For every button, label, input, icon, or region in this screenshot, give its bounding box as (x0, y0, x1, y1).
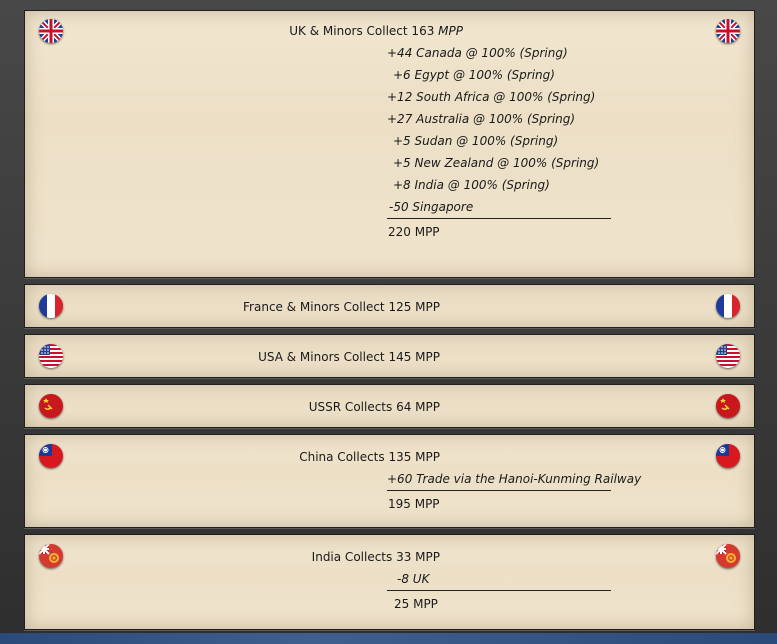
china-total: 195 MPP (388, 497, 440, 511)
china-header: China Collects 135 MPP (299, 450, 440, 464)
taskbar-strip (0, 633, 777, 644)
usa-flag-icon (716, 344, 740, 368)
uk-header-unit: MPP (438, 24, 463, 38)
uk-sum-rule (387, 218, 611, 219)
usa-flag-icon (39, 344, 63, 368)
france-flag-icon (716, 294, 740, 318)
uk-item: +44 Canada @ 100% (Spring) (387, 46, 568, 60)
india-header: India Collects 33 MPP (311, 550, 440, 564)
uk-item: +27 Australia @ 100% (Spring) (387, 112, 576, 126)
ussr-flag-icon (39, 394, 63, 418)
china-flag-icon (716, 444, 740, 468)
uk-item: +8 India @ 100% (Spring) (393, 178, 550, 192)
ussr-flag-icon (716, 394, 740, 418)
uk-panel (24, 10, 755, 278)
usa-panel (24, 334, 755, 378)
uk-item: +5 Sudan @ 100% (Spring) (393, 134, 559, 148)
uk-header-text: UK & Minors Collect 163 (289, 24, 435, 38)
france-header: France & Minors Collect 125 MPP (243, 300, 440, 314)
china-sum-rule (387, 490, 611, 491)
china-flag-icon (39, 444, 63, 468)
india-item: -8 UK (397, 572, 430, 586)
india-sum-rule (387, 590, 611, 591)
uk-item: +6 Egypt @ 100% (Spring) (393, 68, 555, 82)
india-flag-icon (39, 544, 63, 568)
india-flag-icon (716, 544, 740, 568)
ussr-header: USSR Collects 64 MPP (308, 400, 440, 414)
china-item: +60 Trade via the Hanoi-Kunming Railway (387, 472, 642, 486)
usa-header: USA & Minors Collect 145 MPP (258, 350, 440, 364)
uk-item: +12 South Africa @ 100% (Spring) (387, 90, 596, 104)
india-panel (24, 534, 755, 630)
uk-flag-icon (716, 19, 740, 43)
uk-header (205, 24, 463, 38)
france-flag-icon (39, 294, 63, 318)
china-panel (24, 434, 755, 528)
uk-item: -50 Singapore (389, 200, 474, 214)
uk-flag-icon (39, 19, 63, 43)
ussr-panel (24, 384, 755, 428)
uk-item: +5 New Zealand @ 100% (Spring) (393, 156, 600, 170)
france-panel (24, 284, 755, 328)
uk-total: 220 MPP (388, 225, 440, 239)
india-total: 25 MPP (394, 597, 438, 611)
